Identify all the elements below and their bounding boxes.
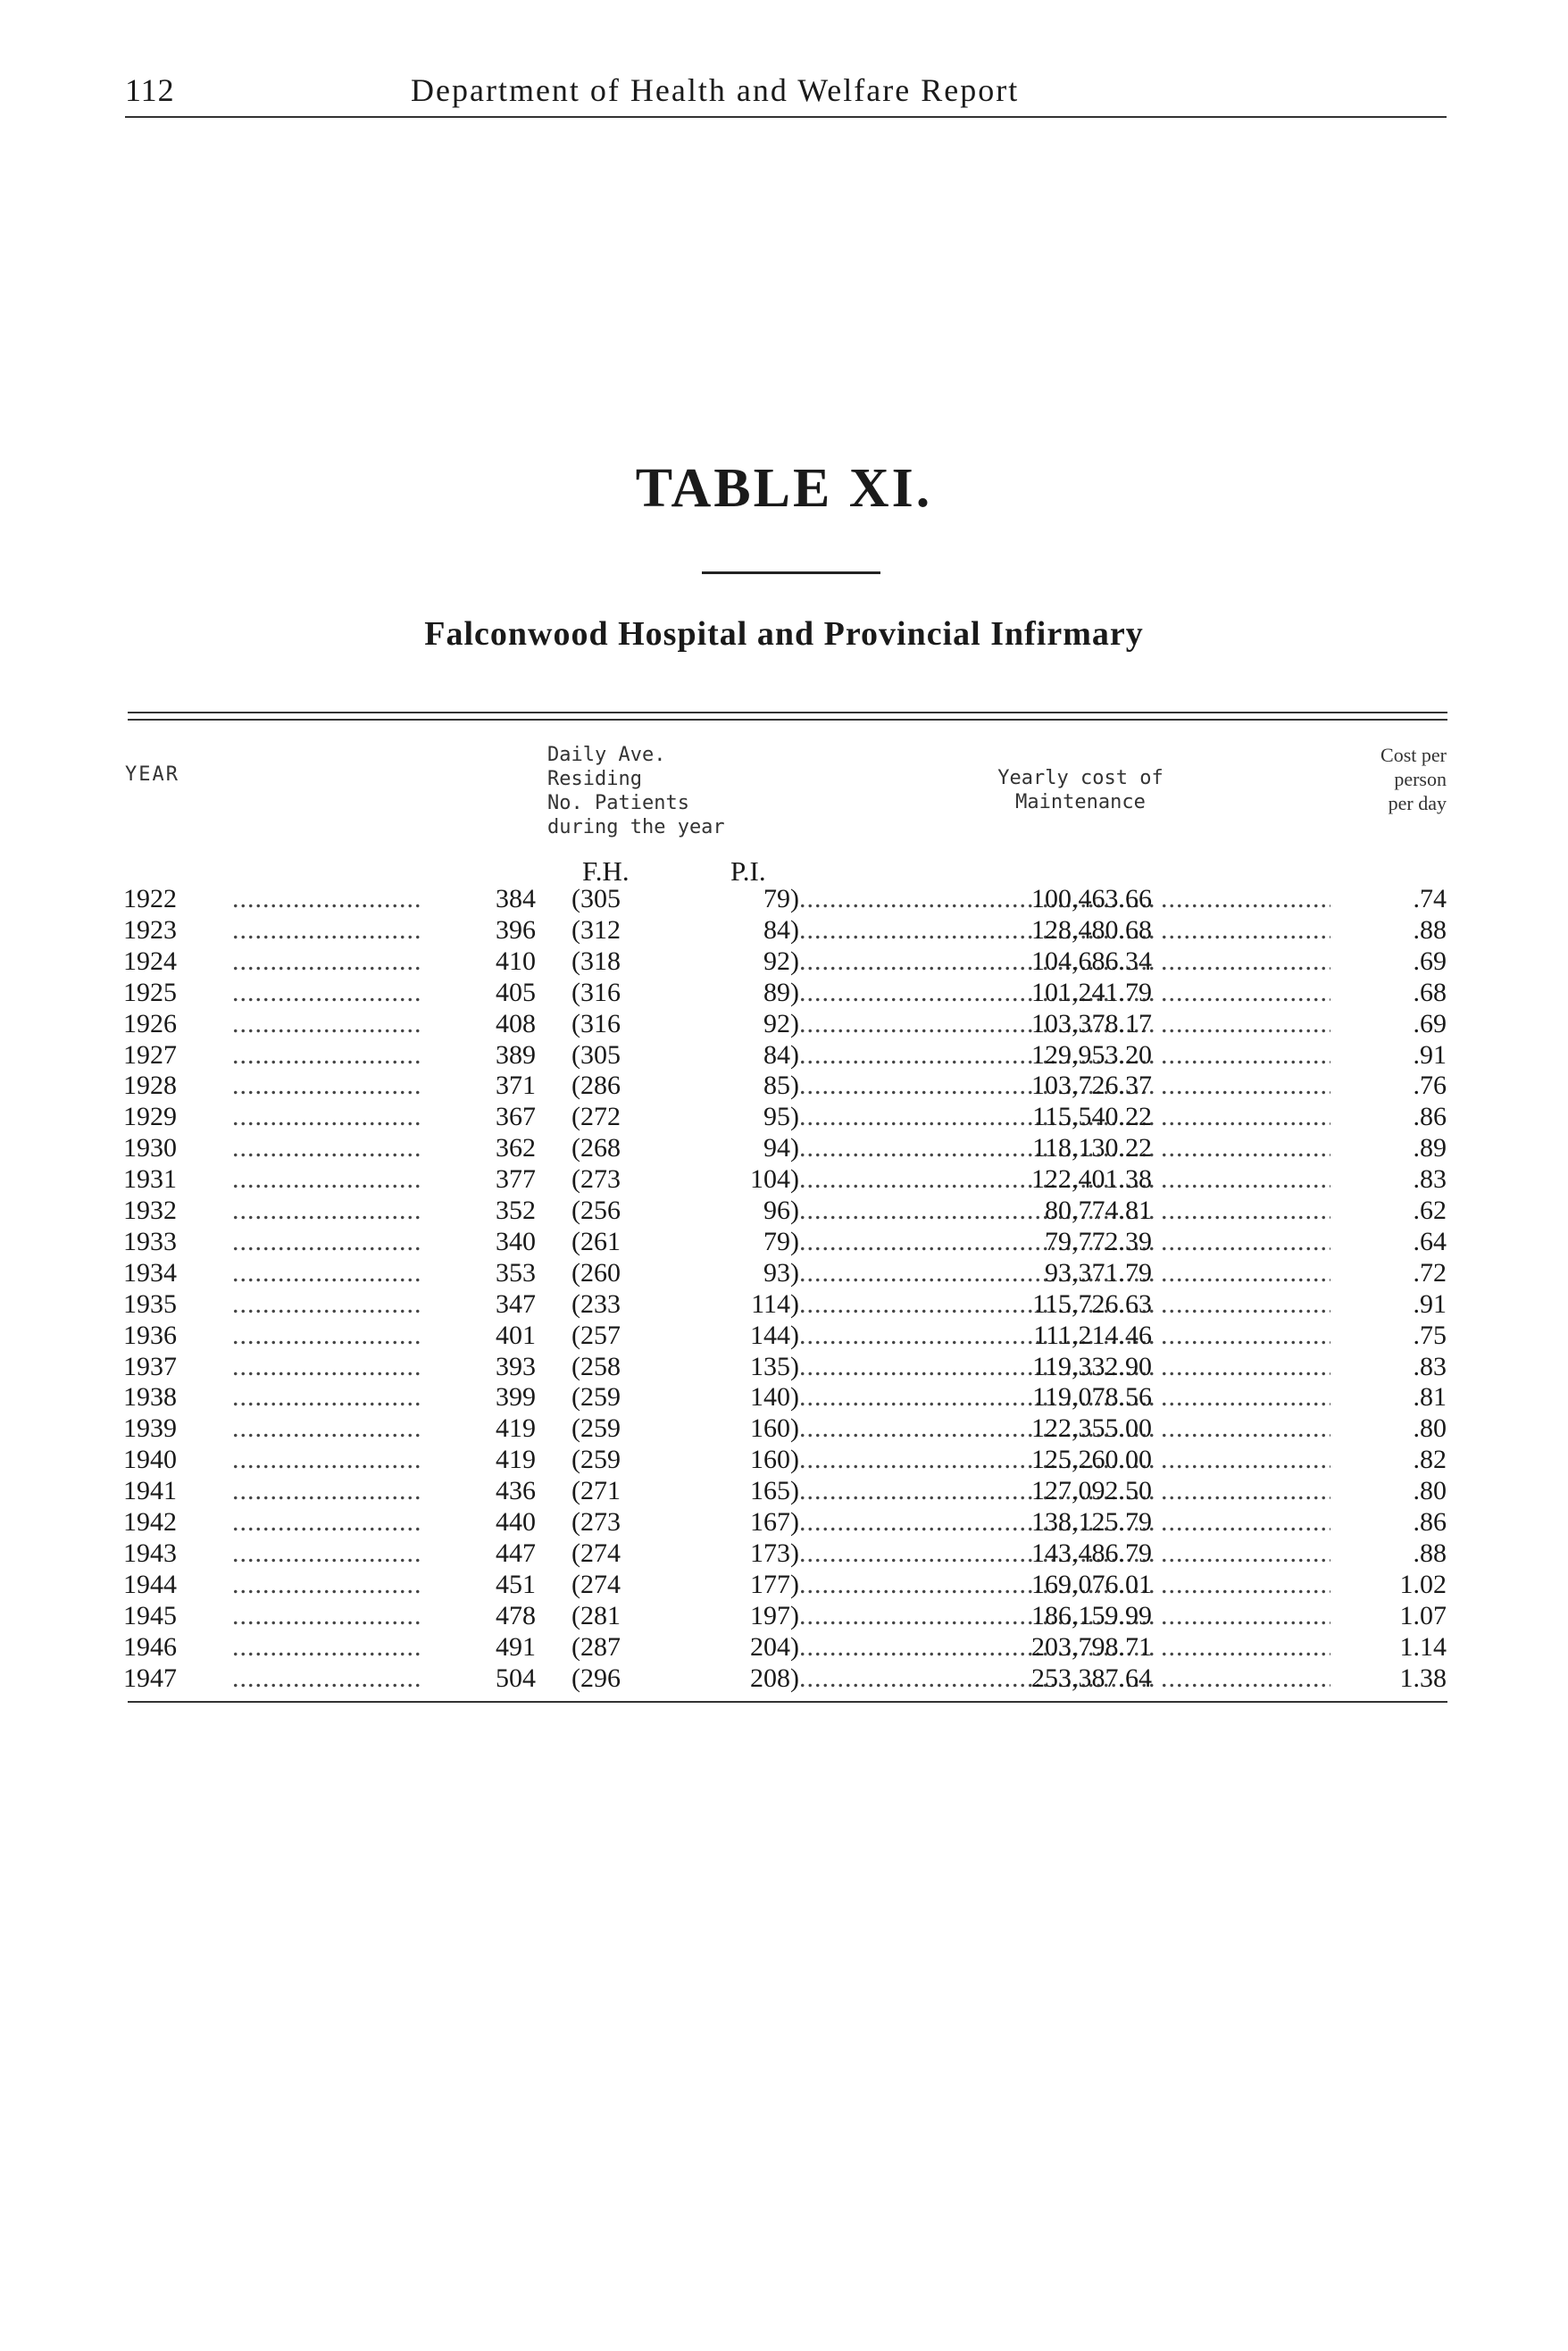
leader-dots — [232, 1102, 420, 1132]
column-header-line: Cost per — [1380, 744, 1447, 766]
year-cell: 1925 — [123, 977, 177, 1007]
cost-per-day-cell: .80 — [1413, 1476, 1447, 1506]
year-cell: 1923 — [123, 914, 177, 945]
fh-patients-cell: (316 — [571, 1008, 621, 1038]
leader-dots — [1161, 1227, 1330, 1257]
fh-patients-cell: (305 — [571, 1039, 621, 1070]
fh-patients-cell: (233 — [571, 1288, 621, 1319]
pi-patients-cell: 160) — [750, 1445, 799, 1475]
pi-patients-cell: 204) — [750, 1631, 799, 1662]
total-patients-cell: 436 — [496, 1476, 536, 1506]
leader-dots — [1161, 1321, 1330, 1351]
total-patients-cell: 478 — [496, 1600, 536, 1630]
year-cell: 1943 — [123, 1538, 177, 1568]
yearly-cost-cell: 119,078.56 — [1032, 1382, 1152, 1413]
fh-patients-cell: (259 — [571, 1382, 621, 1413]
table-row — [0, 1258, 1568, 1288]
subheader-fh: F.H. — [582, 855, 630, 887]
cost-per-day-cell: .83 — [1413, 1351, 1447, 1381]
leader-dots — [232, 1321, 420, 1351]
leader-dots — [1161, 946, 1330, 977]
fh-patients-cell: (257 — [571, 1320, 621, 1350]
year-cell: 1936 — [123, 1320, 177, 1350]
table-row — [0, 1352, 1568, 1382]
yearly-cost-cell: 79,772.39 — [1045, 1226, 1152, 1256]
yearly-cost-cell: 115,540.22 — [1032, 1102, 1152, 1132]
leader-dots — [232, 1382, 420, 1413]
fh-patients-cell: (271 — [571, 1476, 621, 1506]
leader-dots — [232, 1227, 420, 1257]
total-patients-cell: 410 — [496, 946, 536, 976]
leader-dots — [1161, 1133, 1330, 1163]
yearly-cost-cell: 119,332.90 — [1032, 1351, 1152, 1381]
yearly-cost-cell: 103,726.37 — [1031, 1071, 1152, 1101]
cost-per-day-cell: .82 — [1413, 1445, 1447, 1475]
pi-patients-cell: 96) — [763, 1196, 799, 1225]
pi-patients-cell: 177) — [750, 1569, 799, 1599]
year-cell: 1933 — [123, 1226, 177, 1256]
year-cell: 1940 — [123, 1445, 177, 1475]
pi-patients-cell: 114) — [751, 1288, 799, 1319]
year-cell: 1932 — [123, 1196, 177, 1225]
leader-dots — [232, 1663, 420, 1694]
leader-dots — [1161, 915, 1330, 946]
leader-dots — [1161, 1352, 1330, 1382]
yearly-cost-cell: 143,486.79 — [1031, 1538, 1152, 1568]
cost-per-day-cell: .86 — [1413, 1102, 1447, 1132]
fh-patients-cell: (318 — [571, 946, 621, 976]
total-patients-cell: 362 — [496, 1133, 536, 1163]
fh-patients-cell: (256 — [571, 1196, 621, 1225]
pi-patients-cell: 104) — [750, 1164, 799, 1195]
fh-patients-cell: (259 — [571, 1445, 621, 1475]
table-row — [0, 1071, 1568, 1101]
total-patients-cell: 401 — [496, 1320, 536, 1350]
leader-dots — [232, 1445, 420, 1475]
table-row — [0, 1507, 1568, 1538]
year-cell: 1929 — [123, 1102, 177, 1132]
leader-dots — [232, 1413, 420, 1444]
cost-per-day-cell: .80 — [1413, 1413, 1447, 1444]
year-cell: 1941 — [123, 1476, 177, 1506]
yearly-cost-cell: 125,260.00 — [1031, 1445, 1152, 1475]
year-cell: 1935 — [123, 1288, 177, 1319]
total-patients-cell: 405 — [496, 977, 536, 1007]
leader-dots — [1161, 1632, 1330, 1663]
table-row — [0, 1133, 1568, 1163]
total-patients-cell: 396 — [496, 914, 536, 945]
leader-dots — [1161, 1538, 1330, 1569]
leader-dots — [1161, 1601, 1330, 1631]
total-patients-cell: 389 — [496, 1039, 536, 1070]
total-patients-cell: 399 — [496, 1382, 536, 1413]
year-cell: 1938 — [123, 1382, 177, 1413]
total-patients-cell: 352 — [496, 1196, 536, 1225]
leader-dots — [232, 946, 420, 977]
leader-dots — [1161, 1570, 1330, 1600]
pi-patients-cell: 140) — [750, 1382, 799, 1413]
fh-patients-cell: (316 — [571, 977, 621, 1007]
cost-per-day-cell: .86 — [1413, 1507, 1447, 1537]
pi-patients-cell: 94) — [763, 1133, 799, 1163]
total-patients-cell: 340 — [496, 1226, 536, 1256]
year-cell: 1942 — [123, 1507, 177, 1537]
cost-per-day-cell: 1.02 — [1399, 1569, 1447, 1599]
leader-dots — [1161, 1382, 1330, 1413]
leader-dots — [1161, 1413, 1330, 1444]
leader-dots — [232, 1133, 420, 1163]
year-cell: 1931 — [123, 1164, 177, 1195]
fh-patients-cell: (272 — [571, 1102, 621, 1132]
yearly-cost-cell: 118,130.22 — [1032, 1133, 1152, 1163]
pi-patients-cell: 84) — [763, 914, 799, 945]
cost-per-day-cell: .91 — [1413, 1039, 1447, 1070]
cost-per-day-cell: .89 — [1413, 1133, 1447, 1163]
total-patients-cell: 419 — [496, 1445, 536, 1475]
leader-dots — [1161, 1476, 1330, 1506]
leader-dots — [232, 915, 420, 946]
fh-patients-cell: (305 — [571, 884, 621, 913]
pi-patients-cell: 173) — [750, 1538, 799, 1568]
cost-per-day-cell: .76 — [1413, 1071, 1447, 1101]
column-header-line: during the year — [547, 816, 725, 838]
total-patients-cell: 353 — [496, 1257, 536, 1288]
leader-dots — [1161, 1289, 1330, 1320]
leader-dots — [1161, 1445, 1330, 1475]
yearly-cost-cell: 122,355.00 — [1031, 1413, 1152, 1444]
leader-dots — [232, 1570, 420, 1600]
column-header-line: person — [1394, 768, 1447, 790]
table-row — [0, 1601, 1568, 1631]
running-title: Department of Health and Welfare Report — [411, 72, 1020, 108]
pi-patients-cell: 92) — [763, 1008, 799, 1038]
total-patients-cell: 491 — [496, 1631, 536, 1662]
year-cell: 1945 — [123, 1600, 177, 1630]
table-row — [0, 1009, 1568, 1039]
cost-per-day-cell: .88 — [1413, 1538, 1447, 1568]
pi-patients-cell: 79) — [763, 884, 799, 913]
cost-per-day-cell: .83 — [1413, 1164, 1447, 1195]
year-cell: 1928 — [123, 1071, 177, 1101]
fh-patients-cell: (287 — [571, 1631, 621, 1662]
pi-patients-cell: 160) — [750, 1413, 799, 1444]
yearly-cost-cell: 101,241.79 — [1031, 977, 1152, 1007]
table-row — [0, 1227, 1568, 1257]
table-row — [0, 1445, 1568, 1475]
cost-per-day-cell: .88 — [1413, 914, 1447, 945]
total-patients-cell: 447 — [496, 1538, 536, 1568]
table-row — [0, 1382, 1568, 1413]
cost-per-day-cell: .74 — [1413, 884, 1447, 913]
leader-dots — [1161, 1507, 1330, 1538]
table-row — [0, 1196, 1568, 1226]
pi-patients-cell: 92) — [763, 946, 799, 976]
total-patients-cell: 419 — [496, 1413, 536, 1444]
fh-patients-cell: (312 — [571, 914, 621, 945]
yearly-cost-cell: 127,092.50 — [1031, 1476, 1152, 1506]
yearly-cost-cell: 129,953.20 — [1031, 1039, 1152, 1070]
fh-patients-cell: (274 — [571, 1538, 621, 1568]
pi-patients-cell: 79) — [763, 1226, 799, 1256]
column-header-line: Maintenance — [1015, 791, 1146, 813]
leader-dots — [1161, 1102, 1330, 1132]
pi-patients-cell: 197) — [750, 1600, 799, 1630]
fh-patients-cell: (258 — [571, 1351, 621, 1381]
yearly-cost-cell: 253,387.64 — [1031, 1663, 1152, 1693]
table-row — [0, 1663, 1568, 1694]
table-row — [0, 1040, 1568, 1071]
pi-patients-cell: 93) — [763, 1257, 799, 1288]
cost-per-day-cell: .62 — [1413, 1196, 1447, 1225]
table-subtitle: Falconwood Hospital and Provincial Infirmary — [424, 615, 1144, 653]
table-title: TABLE XI. — [635, 458, 933, 519]
leader-dots — [232, 1476, 420, 1506]
yearly-cost-cell: 80,774.81 — [1045, 1196, 1152, 1225]
leader-dots — [232, 1071, 420, 1101]
leader-dots — [232, 1258, 420, 1288]
total-patients-cell: 504 — [496, 1663, 536, 1693]
total-patients-cell: 393 — [496, 1351, 536, 1381]
total-patients-cell: 371 — [496, 1071, 536, 1101]
pi-patients-cell: 135) — [750, 1351, 799, 1381]
yearly-cost-cell: 128,480.68 — [1031, 914, 1152, 945]
table-row — [0, 1321, 1568, 1351]
leader-dots — [1161, 1663, 1330, 1694]
yearly-cost-cell: 138,125.79 — [1031, 1507, 1152, 1537]
leader-dots — [232, 1009, 420, 1039]
pi-patients-cell: 165) — [750, 1476, 799, 1506]
yearly-cost-cell: 203,798.71 — [1031, 1631, 1152, 1662]
yearly-cost-cell: 122,401.38 — [1031, 1164, 1152, 1195]
total-patients-cell: 377 — [496, 1164, 536, 1195]
cost-per-day-cell: 1.07 — [1399, 1600, 1447, 1630]
pi-patients-cell: 144) — [750, 1320, 799, 1350]
column-header-line: Residing — [547, 768, 642, 790]
fh-patients-cell: (259 — [571, 1413, 621, 1444]
table-row — [0, 1570, 1568, 1600]
page-number: 112 — [125, 72, 175, 108]
cost-per-day-cell: .69 — [1413, 1008, 1447, 1038]
leader-dots — [1161, 1258, 1330, 1288]
year-cell: 1926 — [123, 1008, 177, 1038]
fh-patients-cell: (273 — [571, 1507, 621, 1537]
yearly-cost-cell: 186,159.99 — [1031, 1600, 1152, 1630]
total-patients-cell: 440 — [496, 1507, 536, 1537]
year-cell: 1927 — [123, 1039, 177, 1070]
leader-dots — [1161, 1196, 1330, 1226]
leader-dots — [232, 1632, 420, 1663]
cost-per-day-cell: .72 — [1413, 1257, 1447, 1288]
leader-dots — [232, 1352, 420, 1382]
cost-per-day-cell: .91 — [1413, 1288, 1447, 1319]
year-cell: 1924 — [123, 946, 177, 976]
table-row — [0, 946, 1568, 977]
total-patients-cell: 384 — [496, 884, 536, 913]
leader-dots — [232, 1040, 420, 1071]
fh-patients-cell: (281 — [571, 1600, 621, 1630]
table-row — [0, 1632, 1568, 1663]
table-bottom-rule — [128, 1701, 1447, 1703]
leader-dots — [232, 978, 420, 1008]
column-header-line: No. Patients — [547, 792, 689, 814]
table-row — [0, 884, 1568, 914]
leader-dots — [232, 1289, 420, 1320]
total-patients-cell: 367 — [496, 1102, 536, 1132]
yearly-cost-cell: 100,463.66 — [1031, 884, 1152, 913]
leader-dots — [232, 1507, 420, 1538]
leader-dots — [1161, 884, 1330, 914]
leader-dots — [232, 1538, 420, 1569]
cost-per-day-cell: .81 — [1413, 1382, 1447, 1413]
year-cell: 1922 — [123, 884, 177, 913]
column-header-year: YEAR — [125, 763, 179, 786]
year-cell: 1937 — [123, 1351, 177, 1381]
fh-patients-cell: (273 — [571, 1164, 621, 1195]
table-row — [0, 1164, 1568, 1195]
leader-dots — [1161, 1164, 1330, 1195]
pi-patients-cell: 85) — [763, 1071, 799, 1101]
pi-patients-cell: 208) — [750, 1663, 799, 1693]
leader-dots — [232, 1196, 420, 1226]
year-cell: 1939 — [123, 1413, 177, 1444]
fh-patients-cell: (286 — [571, 1071, 621, 1101]
table-row — [0, 1538, 1568, 1569]
yearly-cost-cell: 111,214.46 — [1033, 1320, 1152, 1350]
fh-patients-cell: (268 — [571, 1133, 621, 1163]
year-cell: 1934 — [123, 1257, 177, 1288]
table-row — [0, 915, 1568, 946]
year-cell: 1946 — [123, 1631, 177, 1662]
leader-dots — [232, 884, 420, 914]
cost-per-day-cell: .64 — [1413, 1226, 1447, 1256]
table-row — [0, 978, 1568, 1008]
fh-patients-cell: (296 — [571, 1663, 621, 1693]
subheader-pi: P.I. — [730, 855, 766, 887]
year-cell: 1930 — [123, 1133, 177, 1163]
leader-dots — [1161, 978, 1330, 1008]
total-patients-cell: 451 — [496, 1569, 536, 1599]
table-row — [0, 1289, 1568, 1320]
yearly-cost-cell: 115,726.63 — [1032, 1288, 1152, 1319]
pi-patients-cell: 89) — [763, 977, 799, 1007]
cost-per-day-cell: .68 — [1413, 977, 1447, 1007]
year-cell: 1944 — [123, 1569, 177, 1599]
table-row — [0, 1102, 1568, 1132]
cost-per-day-cell: .69 — [1413, 946, 1447, 976]
leader-dots — [232, 1164, 420, 1195]
table-row — [0, 1413, 1568, 1444]
cost-per-day-cell: 1.38 — [1399, 1663, 1447, 1693]
yearly-cost-cell: 169,076.01 — [1031, 1569, 1152, 1599]
column-header-line: Yearly cost of — [997, 767, 1163, 789]
pi-patients-cell: 95) — [763, 1102, 799, 1132]
year-cell: 1947 — [123, 1663, 177, 1693]
column-header-line: per day — [1388, 792, 1447, 814]
table-row — [0, 1476, 1568, 1506]
fh-patients-cell: (261 — [571, 1226, 621, 1256]
leader-dots — [232, 1601, 420, 1631]
pi-patients-cell: 167) — [750, 1507, 799, 1537]
fh-patients-cell: (274 — [571, 1569, 621, 1599]
total-patients-cell: 347 — [496, 1288, 536, 1319]
cost-per-day-cell: .75 — [1413, 1320, 1447, 1350]
total-patients-cell: 408 — [496, 1008, 536, 1038]
leader-dots — [1161, 1009, 1330, 1039]
leader-dots — [1161, 1071, 1330, 1101]
yearly-cost-cell: 103,378.17 — [1031, 1008, 1152, 1038]
cost-per-day-cell: 1.14 — [1399, 1631, 1447, 1662]
column-header-line: Daily Ave. — [547, 744, 666, 766]
yearly-cost-cell: 93,371.79 — [1045, 1257, 1152, 1288]
leader-dots — [1161, 1040, 1330, 1071]
fh-patients-cell: (260 — [571, 1257, 621, 1288]
yearly-cost-cell: 104,686.34 — [1031, 946, 1152, 976]
pi-patients-cell: 84) — [763, 1039, 799, 1070]
